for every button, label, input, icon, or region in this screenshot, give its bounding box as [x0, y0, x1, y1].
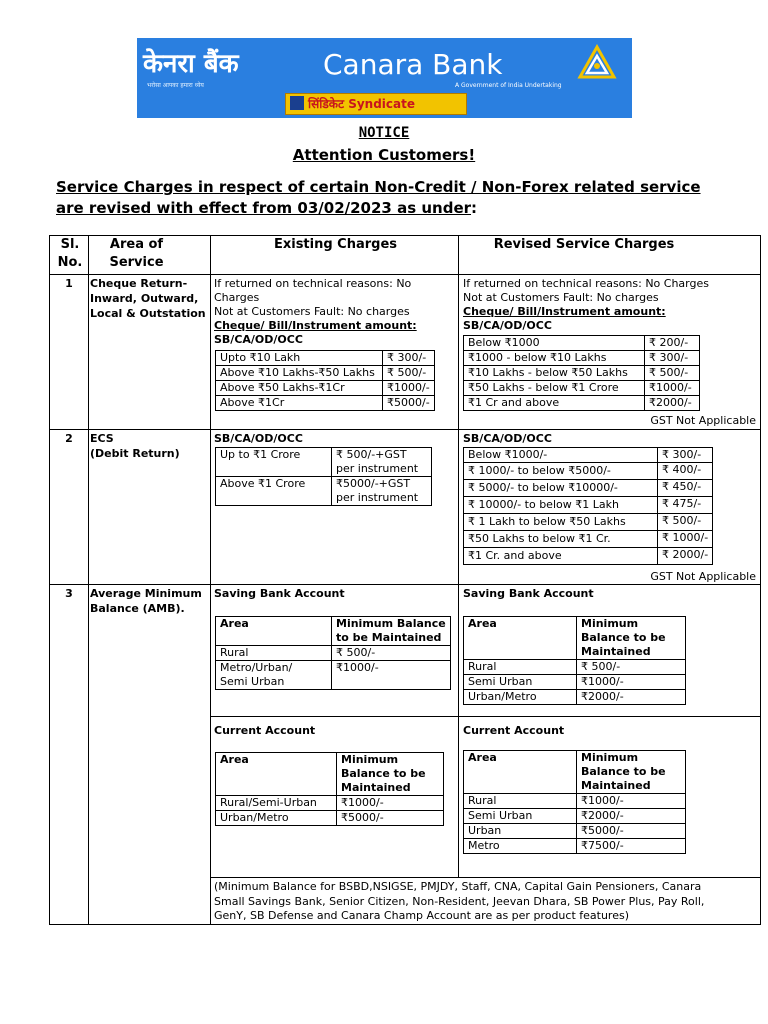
min-balance-value: ₹5000/- — [337, 811, 444, 826]
area-value: Rural — [464, 794, 577, 809]
row2-area-cell — [88, 429, 211, 585]
table-row — [464, 514, 713, 531]
table-row — [216, 366, 435, 381]
row1-revised-charges-table — [463, 335, 700, 411]
headline-colon: : — [471, 199, 478, 217]
revised-charge: ₹ 300/- — [658, 448, 713, 463]
min-balance-header-line-3: Maintained — [341, 781, 411, 794]
row1-area-line-1: Cheque Return- — [90, 277, 188, 290]
revised-ca-table — [463, 750, 686, 854]
row2-revised-charges-table — [463, 447, 713, 565]
row1-revised-accounts: SB/CA/OD/OCC — [463, 319, 552, 332]
area-value-line-2: Semi Urban — [220, 675, 285, 688]
row3-footnote-cell — [210, 877, 761, 925]
bank-tagline-hindi: भरोसा आपका हमारा ध्येय — [147, 82, 204, 89]
existing-ca-label: Current Account — [214, 724, 316, 737]
existing-charge — [332, 448, 432, 477]
table-row — [464, 751, 686, 794]
row1-existing-cell — [210, 274, 459, 430]
row1-existing-intro-2: Charges — [214, 291, 260, 304]
table-row — [216, 617, 451, 646]
min-balance-header-line-2: Balance to be — [581, 631, 666, 644]
syndicate-logo-icon — [290, 96, 304, 110]
area-value: Urban — [464, 824, 577, 839]
canara-bank-banner — [137, 38, 632, 118]
revised-charge: ₹ 200/- — [645, 336, 700, 351]
table-row — [216, 477, 432, 506]
row3-revised-sb-cell — [458, 584, 761, 717]
table-row — [464, 497, 713, 514]
revised-slab: ₹50 Lakhs - below ₹1 Crore — [464, 381, 645, 396]
table-row — [464, 351, 700, 366]
revised-charge: ₹ 1000/- — [658, 531, 713, 548]
row3-area-cell — [88, 584, 211, 925]
revised-slab: ₹1 Cr. and above — [464, 548, 658, 565]
min-balance-header — [332, 617, 451, 646]
service-charges-table — [49, 235, 761, 925]
row1-existing-intro-1: If returned on technical reasons: No — [214, 277, 412, 290]
revised-slab: ₹50 Lakhs to below ₹1 Cr. — [464, 531, 658, 548]
min-balance-value: ₹5000/- — [577, 824, 686, 839]
revised-charge: ₹1000/- — [645, 381, 700, 396]
row1-sl: 1 — [65, 277, 73, 290]
row2-area-line-1: ECS — [90, 432, 114, 445]
area-value: Metro — [464, 839, 577, 854]
area-value: Semi Urban — [464, 675, 577, 690]
area-col-header: Area — [464, 751, 577, 794]
row2-existing-cell — [210, 429, 459, 585]
row1-area-line-2: Inward, Outward, — [90, 292, 199, 305]
table-row — [464, 617, 686, 660]
revised-ca-label: Current Account — [463, 724, 565, 737]
table-row — [464, 480, 713, 497]
table-row — [216, 381, 435, 396]
headline — [56, 177, 736, 219]
min-balance-value: ₹1000/- — [337, 796, 444, 811]
table-row — [464, 809, 686, 824]
row3-area-line-2: Balance (AMB). — [90, 602, 185, 615]
existing-charge: ₹ 500/- — [383, 366, 435, 381]
header-revised-cell — [458, 235, 761, 275]
row2-existing-accounts: SB/CA/OD/OCC — [214, 432, 303, 445]
revised-sb-label: Saving Bank Account — [463, 587, 594, 600]
min-balance-value: ₹1000/- — [577, 794, 686, 809]
headline-line-2: are revised with effect from 03/02/2023 as under — [56, 199, 472, 217]
min-balance-value: ₹1000/- — [332, 661, 451, 690]
table-row — [464, 675, 686, 690]
row3-existing-ca-cell — [210, 716, 459, 878]
table-row — [464, 531, 713, 548]
header-revised: Revised Service Charges — [493, 237, 675, 252]
area-value: Rural — [464, 660, 577, 675]
existing-slab: Upto ₹10 Lakh — [216, 351, 383, 366]
min-balance-header-line-1: Minimum — [581, 617, 639, 630]
revised-charge: ₹2000/- — [645, 396, 700, 411]
table-row — [464, 548, 713, 565]
syndicate-label: सिंडिकेट Syndicate — [308, 97, 415, 111]
bank-tagline-english: A Government of India Undertaking — [455, 82, 562, 89]
min-balance-header-line-1: Minimum Balance — [336, 617, 446, 630]
area-col-header: Area — [464, 617, 577, 660]
table-row — [464, 336, 700, 351]
revised-charge: ₹ 2000/- — [658, 548, 713, 565]
revised-slab: Below ₹1000 — [464, 336, 645, 351]
existing-slab: Above ₹1 Crore — [216, 477, 332, 506]
table-row — [216, 796, 444, 811]
row3-sl-cell — [49, 584, 89, 925]
area-value: Rural/Semi-Urban — [216, 796, 337, 811]
min-balance-header-line-1: Minimum — [341, 753, 399, 766]
table-row — [464, 366, 700, 381]
min-balance-value: ₹2000/- — [577, 809, 686, 824]
min-balance-header-line-2: Balance to be — [341, 767, 426, 780]
existing-slab: Above ₹10 Lakhs-₹50 Lakhs — [216, 366, 383, 381]
table-row — [216, 448, 432, 477]
min-balance-value: ₹ 500/- — [332, 646, 451, 661]
table-row — [464, 660, 686, 675]
area-value: Urban/Metro — [216, 811, 337, 826]
header-no: No. — [57, 255, 83, 270]
header-sl: Sl. — [60, 237, 80, 252]
min-balance-header — [577, 751, 686, 794]
table-row — [464, 839, 686, 854]
min-balance-header — [577, 617, 686, 660]
revised-sb-table — [463, 616, 686, 705]
revised-charge: ₹ 500/- — [658, 514, 713, 531]
row1-existing-intro-3: Not at Customers Fault: No charges — [214, 305, 410, 318]
table-row — [464, 396, 700, 411]
existing-charge: ₹1000/- — [383, 381, 435, 396]
min-balance-value: ₹1000/- — [577, 675, 686, 690]
area-col-header: Area — [216, 753, 337, 796]
row1-revised-cell — [458, 274, 761, 430]
header-existing-cell — [210, 235, 459, 275]
min-balance-header — [337, 753, 444, 796]
row1-sl-cell — [49, 274, 89, 430]
row3-revised-ca-cell — [458, 716, 761, 878]
existing-sb-label: Saving Bank Account — [214, 587, 345, 600]
existing-ca-table — [215, 752, 444, 826]
row1-area-cell — [88, 274, 211, 430]
row2-revised-cell — [458, 429, 761, 585]
revised-slab: ₹ 1000/- to below ₹5000/- — [464, 463, 658, 480]
row1-existing-charges-table — [215, 350, 435, 411]
area-value: Urban/Metro — [464, 690, 577, 705]
row1-revised-intro-1: If returned on technical reasons: No Charges — [463, 277, 709, 290]
area-value — [216, 661, 332, 690]
header-service: Service — [109, 255, 164, 270]
row2-revised-accounts: SB/CA/OD/OCC — [463, 432, 552, 445]
revised-charge: ₹ 300/- — [645, 351, 700, 366]
attention-title: Attention Customers! — [292, 146, 476, 164]
min-balance-header-line-3: Maintained — [581, 779, 651, 792]
table-row — [464, 448, 713, 463]
canara-triangle-logo-icon — [577, 44, 617, 84]
bank-name-english: Canara Bank — [323, 48, 503, 81]
row3-sl: 3 — [65, 587, 73, 600]
row1-gst-note: GST Not Applicable — [650, 414, 756, 427]
revised-charge: ₹ 475/- — [658, 497, 713, 514]
bank-name-hindi: केनरा बैंक — [143, 49, 239, 79]
min-balance-header-line-2: to be Maintained — [336, 631, 442, 644]
min-balance-value: ₹2000/- — [577, 690, 686, 705]
revised-slab: ₹ 5000/- to below ₹10000/- — [464, 480, 658, 497]
existing-slab: Up to ₹1 Crore — [216, 448, 332, 477]
existing-charge: ₹ 300/- — [383, 351, 435, 366]
revised-slab: Below ₹1000/- — [464, 448, 658, 463]
row1-revised-heading: Cheque/ Bill/Instrument amount: — [463, 305, 666, 318]
min-balance-header-line-1: Minimum — [581, 751, 639, 764]
headline-line-1: Service Charges in respect of certain Non-Credit / Non-Forex related service — [56, 178, 701, 196]
table-row — [464, 824, 686, 839]
min-balance-value: ₹7500/- — [577, 839, 686, 854]
revised-slab: ₹ 1 Lakh to below ₹50 Lakhs — [464, 514, 658, 531]
area-value: Semi Urban — [464, 809, 577, 824]
row3-area-line-1: Average Minimum — [90, 587, 202, 600]
footnote-line-3: GenY, SB Defense and Canara Champ Account are as per product features) — [214, 909, 629, 922]
existing-charge-amount: ₹ 500/-+GST — [336, 448, 407, 461]
row2-existing-charges-table — [215, 447, 432, 506]
existing-charge-unit: per instrument — [336, 462, 419, 475]
existing-slab: Above ₹50 Lakhs-₹1Cr — [216, 381, 383, 396]
row1-area-line-3: Local & Outstation — [90, 307, 206, 320]
area-col-header: Area — [216, 617, 332, 646]
row1-existing-heading: Cheque/ Bill/Instrument amount: — [214, 319, 417, 332]
area-value: Rural — [216, 646, 332, 661]
row2-sl: 2 — [65, 432, 73, 445]
existing-charge: ₹5000/- — [383, 396, 435, 411]
row2-sl-cell — [49, 429, 89, 585]
table-row — [216, 753, 444, 796]
row2-gst-note: GST Not Applicable — [650, 570, 756, 583]
header-area-of: Area of — [109, 237, 164, 252]
syndicate-badge — [285, 93, 467, 115]
table-row — [216, 351, 435, 366]
row1-revised-intro-2: Not at Customers Fault: No charges — [463, 291, 659, 304]
header-area-cell — [88, 235, 211, 275]
area-value-line-1: Metro/Urban/ — [220, 661, 293, 674]
min-balance-header-line-3: Maintained — [581, 645, 651, 658]
table-row — [216, 811, 444, 826]
revised-slab: ₹1000 - below ₹10 Lakhs — [464, 351, 645, 366]
row3-existing-sb-cell — [210, 584, 459, 717]
notice-title: NOTICE — [358, 125, 410, 141]
table-row — [464, 690, 686, 705]
header-sl-cell — [49, 235, 89, 275]
revised-charge: ₹ 500/- — [645, 366, 700, 381]
table-row — [464, 794, 686, 809]
table-row — [216, 396, 435, 411]
row2-area-line-2: (Debit Return) — [90, 447, 180, 460]
revised-slab: ₹ 10000/- to below ₹1 Lakh — [464, 497, 658, 514]
min-balance-header-line-2: Balance to be — [581, 765, 666, 778]
table-row — [216, 646, 451, 661]
footnote-line-1: (Minimum Balance for BSBD,NSIGSE, PMJDY, Staff, CNA, Capital Gain Pensioners, Canara — [214, 880, 702, 893]
revised-slab: ₹1 Cr and above — [464, 396, 645, 411]
revised-slab: ₹10 Lakhs - below ₹50 Lakhs — [464, 366, 645, 381]
table-row — [464, 381, 700, 396]
table-row — [464, 463, 713, 480]
header-existing: Existing Charges — [273, 237, 398, 252]
existing-sb-table — [215, 616, 451, 690]
existing-charge-amount: ₹5000/-+GST — [336, 477, 411, 490]
min-balance-value: ₹ 500/- — [577, 660, 686, 675]
row1-existing-accounts: SB/CA/OD/OCC — [214, 333, 303, 346]
table-row — [216, 661, 451, 690]
revised-charge: ₹ 450/- — [658, 480, 713, 497]
revised-charge: ₹ 400/- — [658, 463, 713, 480]
existing-slab: Above ₹1Cr — [216, 396, 383, 411]
footnote-line-2: Small Savings Bank, Senior Citizen, Non-Resident, Jeevan Dhara, SB Power Plus, Pay Roll, — [214, 895, 705, 908]
existing-charge — [332, 477, 432, 506]
existing-charge-unit: per instrument — [336, 491, 419, 504]
